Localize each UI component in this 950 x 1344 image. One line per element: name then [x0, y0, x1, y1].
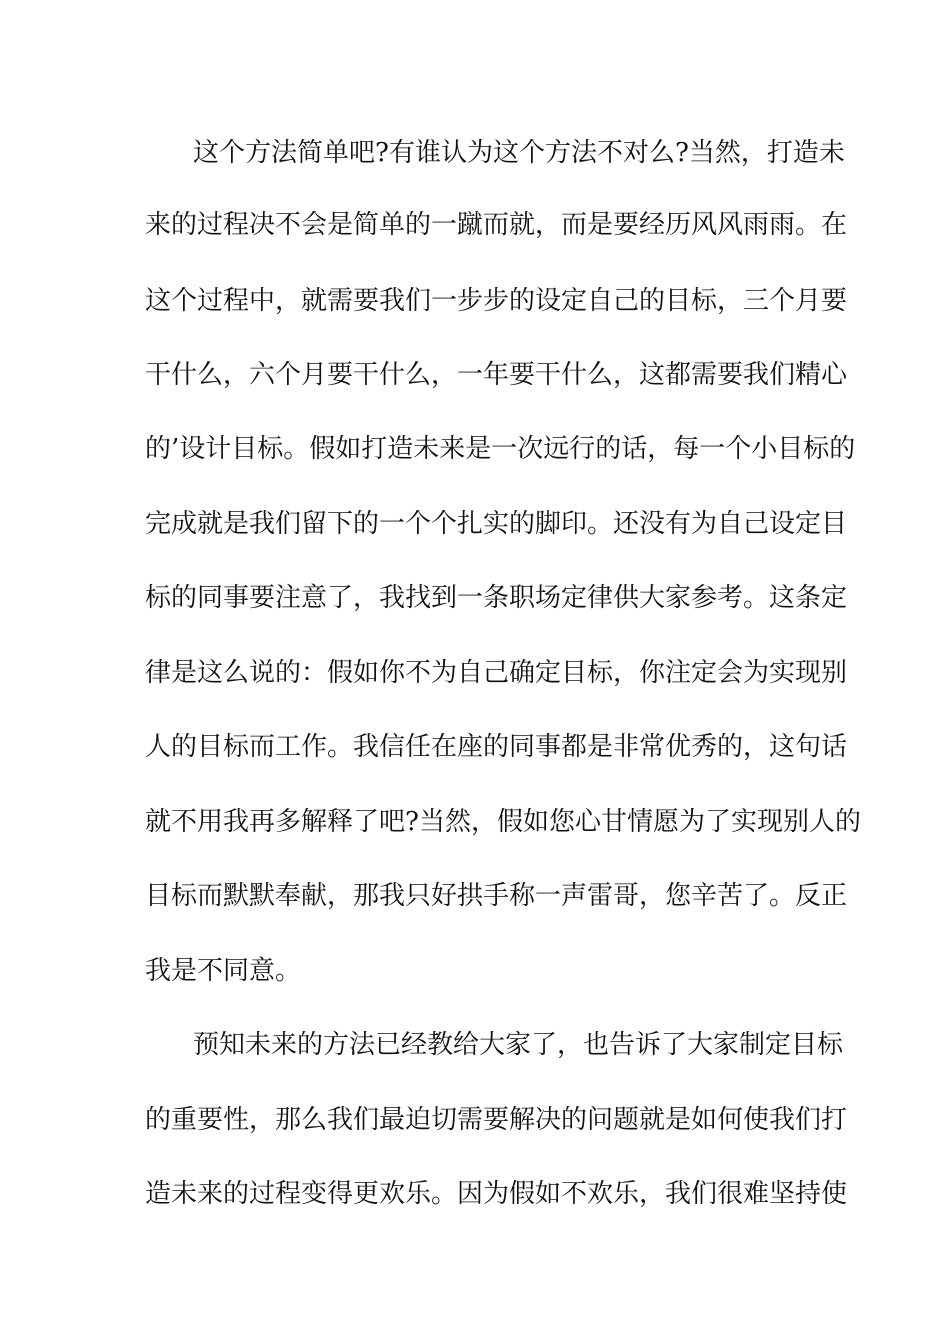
paragraph-2-line-3: 造未来的过程变得更欢乐。因为假如不欢乐，我们很难坚持使 — [145, 1179, 848, 1209]
paragraph-1-line-12: 我是不同意。 — [145, 956, 302, 986]
paragraph-1-line-2: 来的过程决不会是简单的一蹴而就，而是要经历风风雨雨。在 — [145, 210, 848, 240]
paragraph-1-line-7: 标的同事要注意了，我找到一条职场定律供大家参考。这条定 — [145, 583, 848, 613]
paragraph-1-line-1: 这个方法简单吧?有谁认为这个方法不对么?当然，打造未 — [193, 138, 845, 168]
paragraph-2-line-2: 的重要性，那么我们最迫切需要解决的问题就是如何使我们打 — [145, 1105, 848, 1135]
paragraph-1-line-6: 完成就是我们留下的一个个扎实的脚印。还没有为自己设定目 — [145, 509, 848, 539]
paragraph-1-line-11: 目标而默默奉献，那我只好拱手称一声雷哥，您辛苦了。反正 — [145, 881, 848, 911]
paragraph-1-line-8: 律是这么说的：假如你不为自己确定目标，你注定会为实现别 — [145, 658, 848, 688]
paragraph-1-line-3: 这个过程中，就需要我们一步步的设定自己的目标，三个月要 — [145, 286, 848, 316]
paragraph-1-line-4: 干什么，六个月要干什么，一年要干什么，这都需要我们精心 — [145, 360, 848, 390]
paragraph-2-line-1: 预知未来的方法已经教给大家了，也告诉了大家制定目标 — [193, 1030, 844, 1060]
paragraph-1-line-9: 人的目标而工作。我信任在座的同事都是非常优秀的，这句话 — [145, 732, 848, 762]
paragraph-1-line-10: 就不用我再多解释了吧?当然，假如您心甘情愿为了实现别人的 — [145, 807, 861, 837]
paragraph-1-line-5: 的’设计目标。假如打造未来是一次远行的话，每一个小目标的 — [145, 434, 856, 464]
